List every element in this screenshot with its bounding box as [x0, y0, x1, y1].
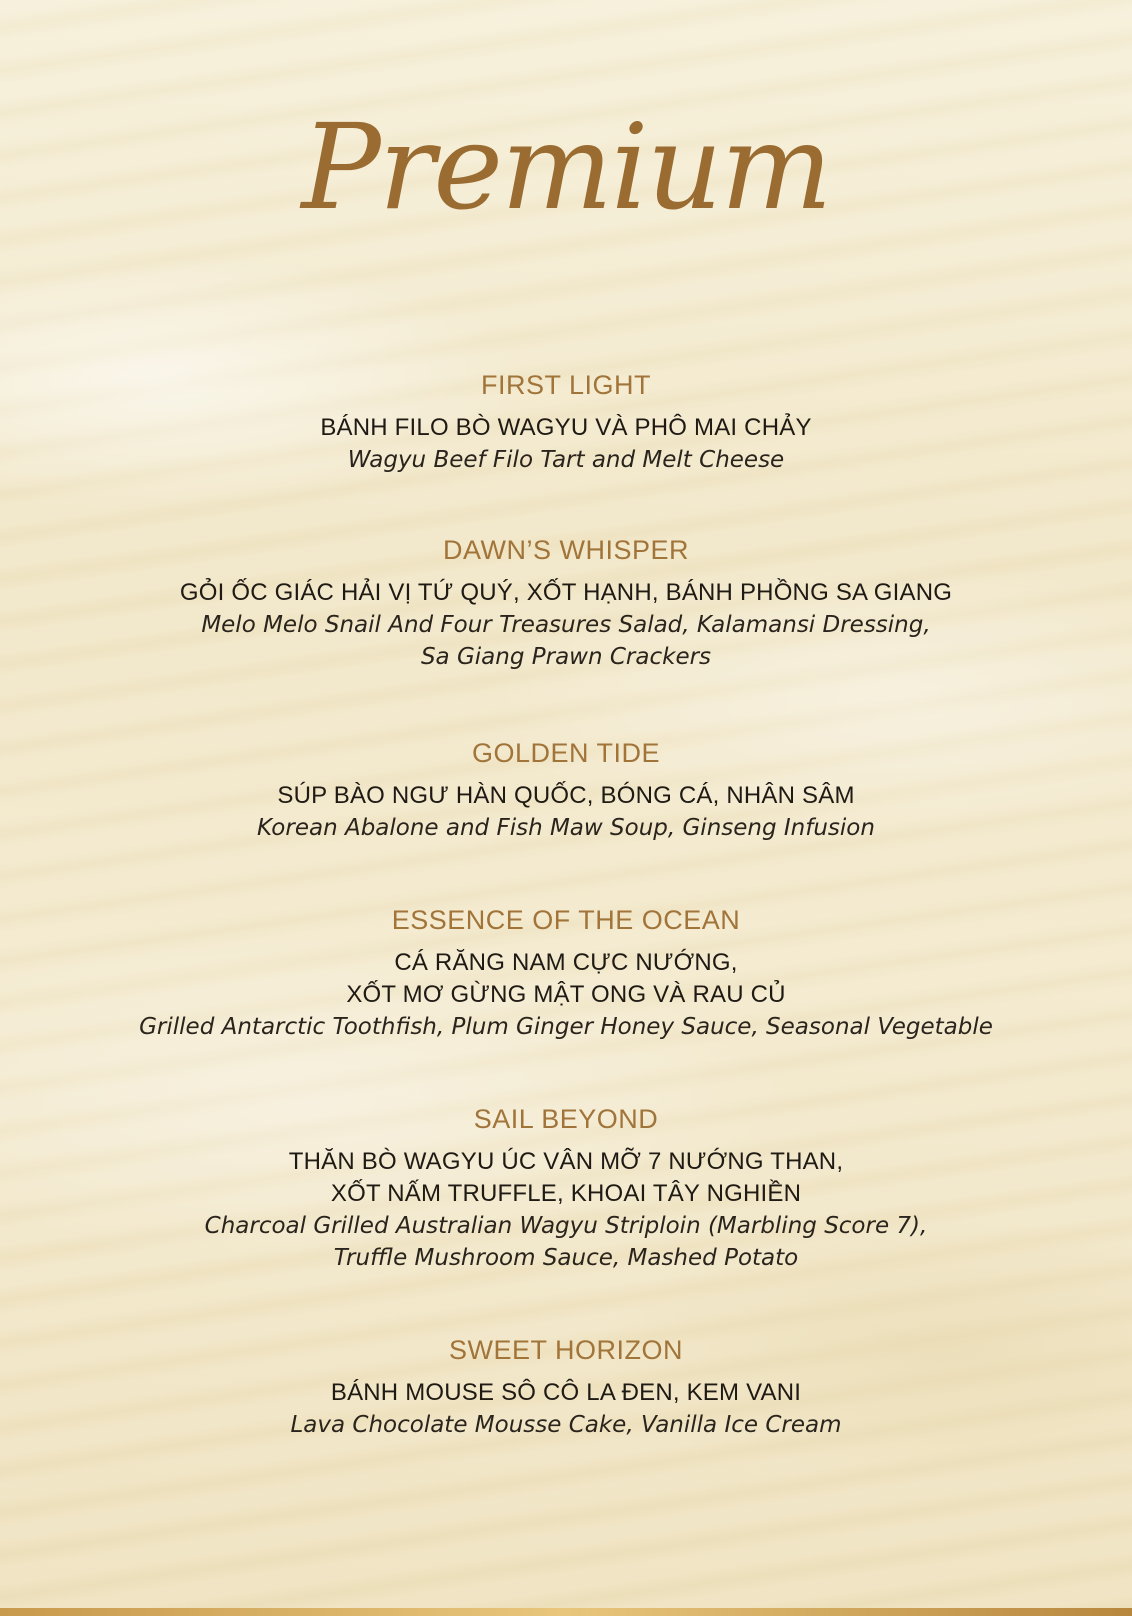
dish-name-vietnamese: SÚP BÀO NGƯ HÀN QUỐC, BÓNG CÁ, NHÂN SÂM [277, 782, 855, 809]
dish-name-vietnamese: THĂN BÒ WAGYU ÚC VÂN MỠ 7 NƯỚNG THAN, [288, 1148, 844, 1175]
dish-name-vietnamese: CÁ RĂNG NAM CỰC NƯỚNG, [394, 949, 738, 976]
course-name: SWEET HORIZON [448, 1335, 683, 1365]
bottom-gold-border [0, 1608, 1132, 1616]
page-title: Premium [301, 98, 831, 236]
dish-name-english: Truffle Mushroom Sauce, Mashed Potato [333, 1245, 799, 1271]
course-name: ESSENCE OF THE OCEAN [391, 905, 741, 935]
dish-name-english: Korean Abalone and Fish Maw Soup, Ginseng Infusion [257, 815, 875, 841]
dish-name-english: Grilled Antarctic Toothfish, Plum Ginger Honey Sauce, Seasonal Vegetable [139, 1014, 993, 1040]
dish-name-english: Wagyu Beef Filo Tart and Melt Cheese [347, 447, 785, 473]
course-first-light [0, 368, 1132, 476]
course-golden-tide [0, 736, 1132, 844]
course-name: FIRST LIGHT [480, 370, 652, 400]
dish-name-vietnamese: BÁNH MOUSE SÔ CÔ LA ĐEN, KEM VANI [330, 1379, 802, 1406]
dish-name-vietnamese: GỎI ỐC GIÁC HẢI VỊ TỨ QUÝ, XỐT HẠNH, BÁNH PHỒNG SA GIANG [179, 579, 953, 606]
course-essence-of-the-ocean [0, 903, 1132, 1043]
course-name: GOLDEN TIDE [471, 738, 661, 768]
dish-name-vietnamese: BÁNH FILO BÒ WAGYU VÀ PHÔ MAI CHẢY [320, 414, 812, 441]
dish-name-vietnamese: XỐT MƠ GỪNG MẬT ONG VÀ RAU CỦ [346, 981, 786, 1008]
course-name: SAIL BEYOND [473, 1104, 659, 1134]
dish-name-english: Lava Chocolate Mousse Cake, Vanilla Ice Cream [290, 1412, 842, 1438]
course-sweet-horizon [0, 1333, 1132, 1441]
course-sail-beyond [0, 1102, 1132, 1274]
dish-name-english: Melo Melo Snail And Four Treasures Salad, Kalamansi Dressing, [201, 612, 931, 638]
course-dawns-whisper [0, 533, 1132, 673]
dish-name-english: Charcoal Grilled Australian Wagyu Striploin (Marbling Score 7), [204, 1213, 928, 1239]
course-name: DAWN’S WHISPER [442, 535, 689, 565]
dish-name-english: Sa Giang Prawn Crackers [420, 644, 712, 670]
dish-name-vietnamese: XỐT NẤM TRUFFLE, KHOAI TÂY NGHIỀN [330, 1180, 802, 1207]
